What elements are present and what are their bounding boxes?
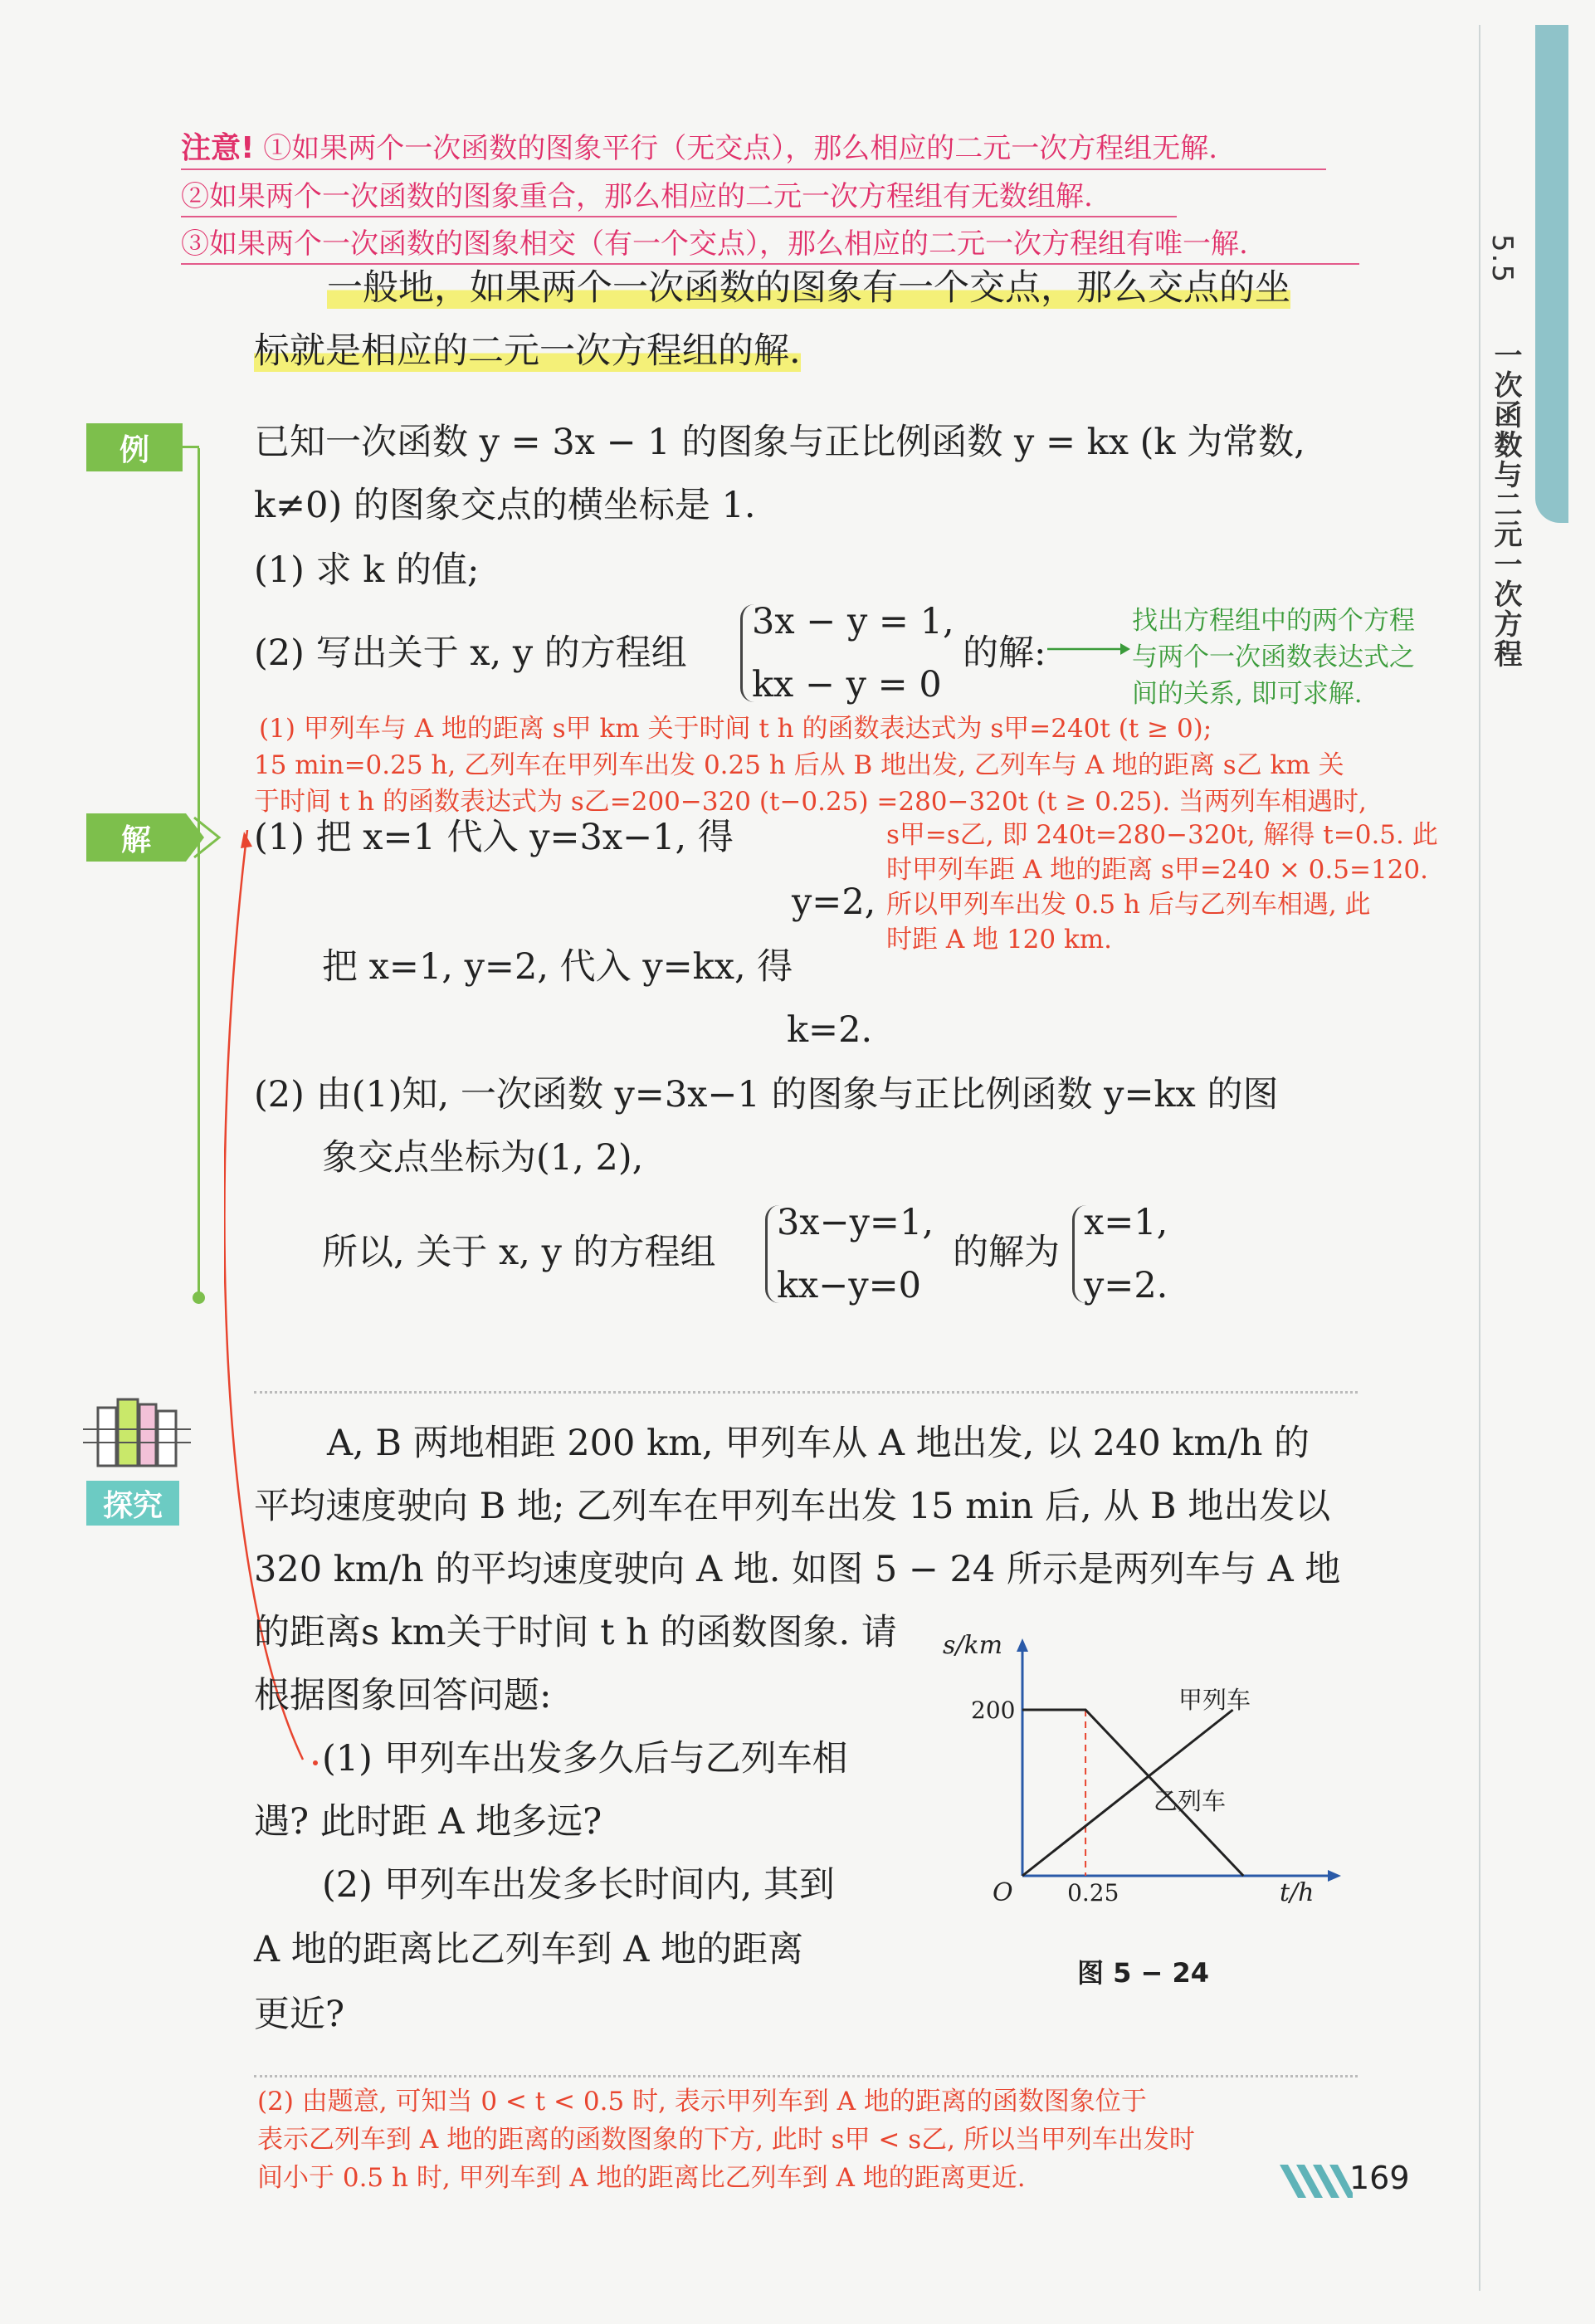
- explore-question-2b: A 地的距离比乙列车到 A 地的距离: [254, 1929, 804, 1970]
- example-vertical-line: [198, 448, 200, 1299]
- page-number: 169: [1349, 2160, 1410, 2196]
- page-number-decoration-icon: [1278, 2163, 1353, 2200]
- note-line-2: ②如果两个一次函数的图象重合，那么相应的二元一次方程组有无数组解.: [181, 173, 1177, 217]
- annotation-q1-line-3: 于时间 t h 的函数表达式为 s乙=200−320 (t−0.25) =280−320t (t ≥ 0.25). 当两列车相遇时,: [254, 787, 1367, 817]
- solution-step-7-prefix: 所以, 关于 x, y 的方程组: [322, 1232, 716, 1273]
- x-axis-label: t/h: [1280, 1878, 1315, 1907]
- example-line-2: k≠0) 的图象交点的横坐标是 1.: [254, 485, 756, 526]
- annotation-q1-line-5: 时甲列车距 A 地的距离 s甲=240 × 0.5=120.: [886, 855, 1428, 885]
- y-axis-arrow: [1017, 1638, 1028, 1652]
- section-number: 5.5: [1485, 234, 1519, 285]
- solution-step-6: 象交点坐标为(1, 2),: [322, 1137, 644, 1179]
- annotation-q1-line-7: 时距 A 地 120 km.: [886, 925, 1113, 954]
- explore-para-5: 根据图象回答问题:: [254, 1675, 552, 1716]
- note-title: 注意!: [181, 131, 255, 165]
- annotation-q2-line-1: (2) 由题意, 可知当 0 < t < 0.5 时, 表示甲列车到 A 地的距离的函数图象位于: [257, 2087, 1147, 2116]
- explore-question-2a: (2) 甲列车出发多长时间内, 其到: [322, 1864, 835, 1906]
- x-tick-0-25: 0.25: [1067, 1879, 1119, 1907]
- example-tag-connector: [183, 446, 199, 448]
- annotation-q1-line-4: s甲=s乙, 即 240t=280−320t, 解得 t=0.5. 此: [886, 820, 1438, 850]
- hint-line-2: 与两个一次函数表达式之: [1132, 642, 1415, 672]
- chart-axes: [1017, 1638, 1341, 1882]
- explore-para-1: A, B 两地相距 200 km, 甲列车从 A 地出发, 以 240 km/h 的: [327, 1423, 1310, 1464]
- explore-separator-top: [254, 1391, 1358, 1394]
- annotation-q2-line-2: 表示乙列车到 A 地的距离的函数图象的下方, 此时 s甲 < s乙, 所以当甲列车出发时: [257, 2125, 1195, 2155]
- note-line-3: ③如果两个一次函数的图象相交（有一个交点），那么相应的二元一次方程组有唯一解.: [181, 221, 1359, 265]
- annotation-q1-line-6: 所以甲列车出发 0.5 h 后与乙列车相遇, 此: [886, 890, 1371, 920]
- origin-label: O: [993, 1878, 1013, 1907]
- explore-para-3: 320 km/h 的平均速度驶向 A 地. 如图 5 − 24 所示是两列车与 A 地: [254, 1549, 1341, 1590]
- principle-line-1: [327, 256, 1290, 320]
- principle-line-2: [254, 319, 801, 383]
- solution-step-3: 把 x=1, y=2, 代入 y=kx, 得: [322, 946, 793, 988]
- series-label-jia: 甲列车: [1178, 1686, 1251, 1714]
- example-q2-suffix: 的解:: [963, 632, 1046, 674]
- solution-step-2: y=2,: [792, 881, 876, 923]
- solution-step-5: (2) 由(1)知, 一次函数 y=3x−1 的图象与正比例函数 y=kx 的图: [254, 1074, 1279, 1116]
- x-axis-arrow: [1328, 1870, 1341, 1882]
- edge-tab: [1535, 25, 1568, 523]
- note-text-1: ①如果两个一次函数的图象平行（无交点），那么相应的二元一次方程组无解.: [263, 132, 1218, 165]
- annotation-q2-line-3: 间小于 0.5 h 时, 甲列车到 A 地的距离比乙列车到 A 地的距离更近.: [257, 2163, 1026, 2193]
- example-q2-prefix: (2) 写出关于 x, y 的方程组: [254, 632, 687, 674]
- y-tick-200: 200: [971, 1697, 1016, 1724]
- books-icon: [83, 1391, 196, 1474]
- explore-question-1a: (1) 甲列车出发多久后与乙列车相: [322, 1738, 848, 1780]
- annotation-q1-line-1: (1) 甲列车与 A 地的距离 s甲 km 关于时间 t h 的函数表达式为 s甲=240t (t ≥ 0);: [259, 714, 1212, 744]
- explore-para-4: 的距离s km关于时间 t h 的函数图象. 请: [254, 1612, 897, 1653]
- solution-tag: 解: [86, 813, 186, 862]
- section-title: 一次函数与二元一次方程: [1489, 340, 1522, 669]
- principle-highlight-2: 标就是相应的二元一次方程组的解.: [254, 330, 801, 372]
- hint-line-3: 间的关系, 即可求解.: [1132, 679, 1363, 709]
- figure-caption: 图 5 − 24: [1077, 1957, 1210, 1989]
- distance-time-chart: [929, 1618, 1344, 1917]
- example-q2-eq1: 3x − y = 1,: [752, 601, 954, 642]
- solution-answer-2: y=2.: [1084, 1265, 1168, 1306]
- example-tag: 例: [86, 423, 183, 471]
- example-q2-eq2: kx − y = 0: [752, 664, 942, 706]
- explore-question-1b: 遇? 此时距 A 地多远?: [254, 1801, 602, 1843]
- principle-highlight-1: 一般地，如果两个一次函数的图象有一个交点，那么交点的坐: [327, 267, 1290, 309]
- solution-answer-1: x=1,: [1084, 1202, 1168, 1243]
- example-line-1: 已知一次函数 y = 3x − 1 的图象与正比例函数 y = kx (k 为常数,: [254, 422, 1305, 463]
- solution-step-4: k=2.: [787, 1009, 873, 1051]
- note-line-1: [181, 124, 1326, 170]
- example-q1: (1) 求 k 的值;: [254, 549, 480, 591]
- y-axis-label: s/km: [943, 1631, 1003, 1660]
- example-line-dot: [193, 1291, 205, 1304]
- explore-separator-bottom: [254, 2075, 1358, 2077]
- solution-tag-arrow: [186, 813, 227, 862]
- hint-arrow: [1047, 639, 1130, 659]
- solution-system-eq1: 3x−y=1,: [777, 1202, 934, 1243]
- series-label-yi: 乙列车: [1154, 1787, 1227, 1815]
- annotation-q1-line-2: 15 min=0.25 h, 乙列车在甲列车出发 0.25 h 后从 B 地出发, 乙列车与 A 地的距离 s乙 km 关: [254, 750, 1344, 780]
- edge-line: [1479, 25, 1480, 2291]
- explore-question-2c: 更近?: [254, 1994, 345, 2035]
- note-block: [181, 124, 1359, 265]
- solution-system-eq2: kx−y=0: [777, 1265, 922, 1306]
- explore-tag: 探究: [86, 1481, 179, 1526]
- hint-line-1: 找出方程组中的两个方程: [1132, 606, 1415, 636]
- solution-step-1: (1) 把 x=1 代入 y=3x−1, 得: [254, 817, 734, 858]
- solution-step-7-mid: 的解为: [953, 1232, 1060, 1273]
- explore-para-2: 平均速度驶向 B 地; 乙列车在甲列车出发 15 min 后, 从 B 地出发以: [254, 1486, 1331, 1527]
